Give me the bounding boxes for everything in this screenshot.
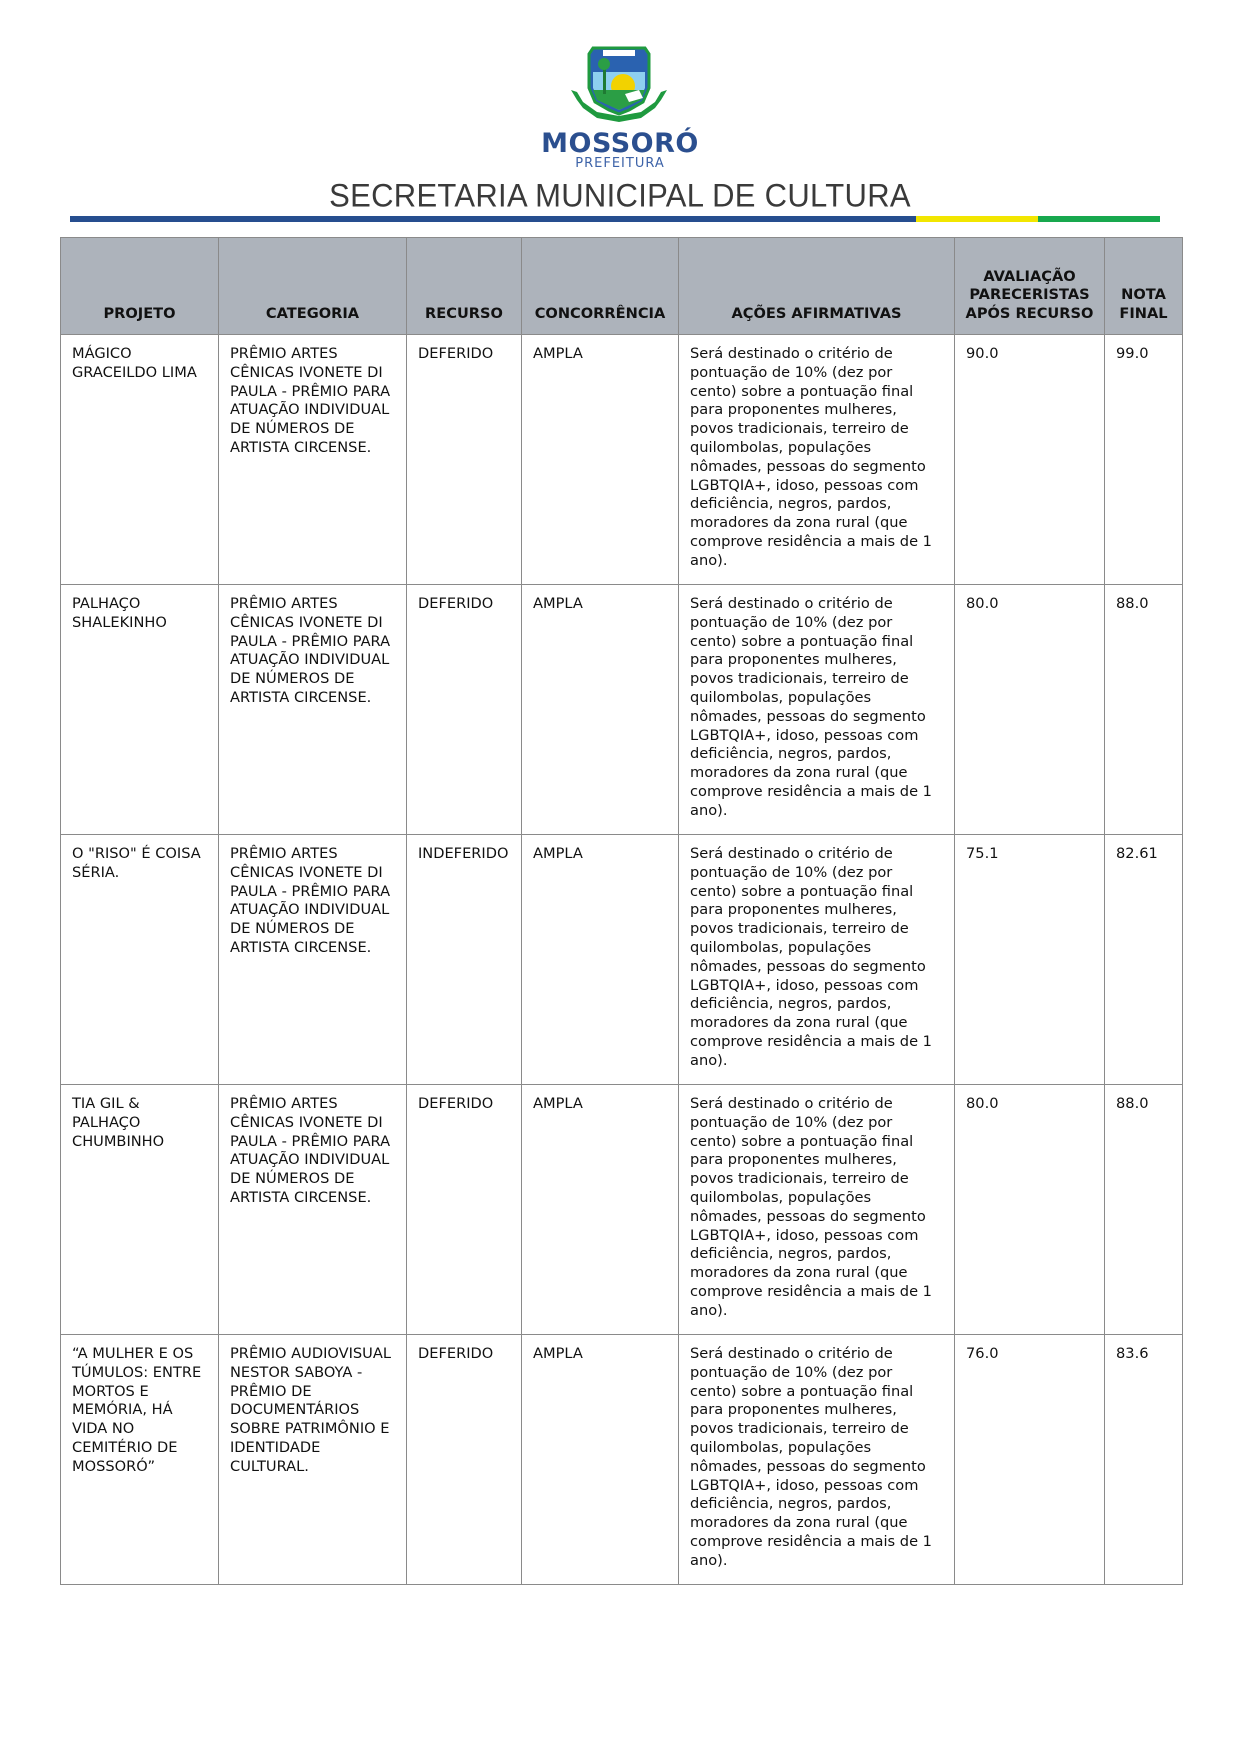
cell-categoria: PRÊMIO AUDIOVISUAL NESTOR SABOYA - PRÊMIO DE DOCUMENTÁRIOS SOBRE PATRIMÔNIO E IDENTIDADE CULTURAL. bbox=[219, 1335, 407, 1585]
cell-categoria: PRÊMIO ARTES CÊNICAS IVONETE DI PAULA - PRÊMIO PARA ATUAÇÃO INDIVIDUAL DE NÚMEROS DE ARTISTA CIRCENSE. bbox=[219, 835, 407, 1085]
table-row bbox=[61, 585, 1183, 835]
cell-nota-final: 99.0 bbox=[1105, 335, 1183, 585]
cell-acoes-afirmativas: Será destinado o critério de pontuação de 10% (dez por cento) sobre a pontuação final para proponentes mulheres, povos tradicionais, terreiro de quilombolas, populações nômades, pessoas do segmento LGBTQIA+, idoso, pessoas com deficiência, negros, pardos, moradores da zona rural (que comprove residência a mais de 1 ano). bbox=[679, 835, 955, 1085]
column-header-projeto: PROJETO bbox=[61, 238, 219, 335]
cell-projeto: MÁGICO GRACEILDO LIMA bbox=[61, 335, 219, 585]
column-header-avaliacao: AVALIAÇÃO PARECERISTAS APÓS RECURSO bbox=[955, 238, 1105, 335]
cell-avaliacao: 90.0 bbox=[955, 335, 1105, 585]
cell-projeto: O "RISO" É COISA SÉRIA. bbox=[61, 835, 219, 1085]
cell-avaliacao: 75.1 bbox=[955, 835, 1105, 1085]
table-row bbox=[61, 1335, 1183, 1585]
document-header bbox=[0, 0, 1240, 225]
cell-avaliacao: 80.0 bbox=[955, 1085, 1105, 1335]
cell-projeto: “A MULHER E OS TÚMULOS: ENTRE MORTOS E MEMÓRIA, HÁ VIDA NO CEMITÉRIO DE MOSSORÓ” bbox=[61, 1335, 219, 1585]
cell-acoes-afirmativas: Será destinado o critério de pontuação de 10% (dez por cento) sobre a pontuação final para proponentes mulheres, povos tradicionais, terreiro de quilombolas, populações nômades, pessoas do segmento LGBTQIA+, idoso, pessoas com deficiência, negros, pardos, moradores da zona rural (que comprove residência a mais de 1 ano). bbox=[679, 335, 955, 585]
table-row bbox=[61, 835, 1183, 1085]
cell-recurso: INDEFERIDO bbox=[407, 835, 522, 1085]
cell-recurso: DEFERIDO bbox=[407, 1335, 522, 1585]
cell-avaliacao: 76.0 bbox=[955, 1335, 1105, 1585]
department-title: SECRETARIA MUNICIPAL DE CULTURA bbox=[329, 177, 911, 214]
cell-nota-final: 82.61 bbox=[1105, 835, 1183, 1085]
municipal-crest-icon bbox=[563, 42, 675, 130]
cell-concorrencia: AMPLA bbox=[522, 1335, 679, 1585]
column-header-nota-final: NOTA FINAL bbox=[1105, 238, 1183, 335]
table-row bbox=[61, 335, 1183, 585]
cell-categoria: PRÊMIO ARTES CÊNICAS IVONETE DI PAULA - PRÊMIO PARA ATUAÇÃO INDIVIDUAL DE NÚMEROS DE ARTISTA CIRCENSE. bbox=[219, 1085, 407, 1335]
cell-acoes-afirmativas: Será destinado o critério de pontuação de 10% (dez por cento) sobre a pontuação final para proponentes mulheres, povos tradicionais, terreiro de quilombolas, populações nômades, pessoas do segmento LGBTQIA+, idoso, pessoas com deficiência, negros, pardos, moradores da zona rural (que comprove residência a mais de 1 ano). bbox=[679, 585, 955, 835]
cell-recurso: DEFERIDO bbox=[407, 1085, 522, 1335]
cell-nota-final: 88.0 bbox=[1105, 1085, 1183, 1335]
cell-concorrencia: AMPLA bbox=[522, 1085, 679, 1335]
column-header-recurso: RECURSO bbox=[407, 238, 522, 335]
cell-projeto: TIA GIL & PALHAÇO CHUMBINHO bbox=[61, 1085, 219, 1335]
cell-acoes-afirmativas: Será destinado o critério de pontuação de 10% (dez por cento) sobre a pontuação final para proponentes mulheres, povos tradicionais, terreiro de quilombolas, populações nômades, pessoas do segmento LGBTQIA+, idoso, pessoas com deficiência, negros, pardos, moradores da zona rural (que comprove residência a mais de 1 ano). bbox=[679, 1335, 955, 1585]
cell-nota-final: 88.0 bbox=[1105, 585, 1183, 835]
column-header-categoria: CATEGORIA bbox=[219, 238, 407, 335]
cell-categoria: PRÊMIO ARTES CÊNICAS IVONETE DI PAULA - PRÊMIO PARA ATUAÇÃO INDIVIDUAL DE NÚMEROS DE ARTISTA CIRCENSE. bbox=[219, 585, 407, 835]
stripe-green bbox=[1038, 216, 1160, 222]
stripe-yellow bbox=[916, 216, 1038, 222]
cell-nota-final: 83.6 bbox=[1105, 1335, 1183, 1585]
brand-subtitle: PREFEITURA bbox=[575, 156, 665, 171]
cell-concorrencia: AMPLA bbox=[522, 335, 679, 585]
cell-acoes-afirmativas: Será destinado o critério de pontuação de 10% (dez por cento) sobre a pontuação final para proponentes mulheres, povos tradicionais, terreiro de quilombolas, populações nômades, pessoas do segmento LGBTQIA+, idoso, pessoas com deficiência, negros, pardos, moradores da zona rural (que comprove residência a mais de 1 ano). bbox=[679, 1085, 955, 1335]
results-table bbox=[60, 237, 1183, 1585]
column-header-acoes-afirmativas: AÇÕES AFIRMATIVAS bbox=[679, 238, 955, 335]
cell-projeto: PALHAÇO SHALEKINHO bbox=[61, 585, 219, 835]
brand-name: MOSSORÓ bbox=[541, 128, 699, 159]
table-row bbox=[61, 1085, 1183, 1335]
cell-avaliacao: 80.0 bbox=[955, 585, 1105, 835]
cell-recurso: DEFERIDO bbox=[407, 585, 522, 835]
cell-categoria: PRÊMIO ARTES CÊNICAS IVONETE DI PAULA - PRÊMIO PARA ATUAÇÃO INDIVIDUAL DE NÚMEROS DE ARTISTA CIRCENSE. bbox=[219, 335, 407, 585]
stripe-blue bbox=[70, 216, 916, 222]
cell-recurso: DEFERIDO bbox=[407, 335, 522, 585]
cell-concorrencia: AMPLA bbox=[522, 585, 679, 835]
cell-concorrencia: AMPLA bbox=[522, 835, 679, 1085]
table-header-row bbox=[61, 238, 1183, 335]
column-header-concorrencia: CONCORRÊNCIA bbox=[522, 238, 679, 335]
